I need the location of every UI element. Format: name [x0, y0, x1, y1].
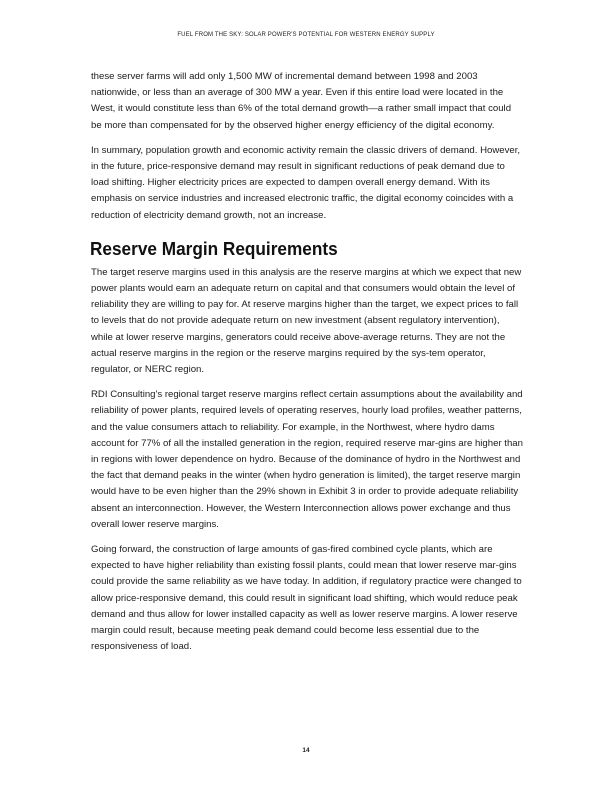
running-header: FUEL FROM THE SKY: SOLAR POWER'S POTENTIAL FOR WESTERN ENERGY SUPPLY	[177, 32, 435, 38]
body-paragraph: In summary, population growth and economic activity remain the classic drivers of demand. However, in the future, price-responsive demand may result in significant reductions of peak demand due to load shifting. Higher electricity prices are expected to dampen overall energy demand. With its emphasis on service industries and increased electronic traffic, the digital economy coincides with a reduction of electricity demand growth, not an increase.	[91, 144, 521, 221]
main-content	[91, 69, 524, 665]
body-paragraph: these server farms will add only 1,500 MW of incremental demand between 1998 and 2003 nationwide, or less than an average of 300 MW a year. Even if this entire load were located in the West, it would constitute less than 6% of the total demand growth—a rather small impact that could be more than compensated for by the observed higher energy efficiency of the digital economy.	[91, 71, 512, 131]
body-paragraph: RDI Consulting's regional target reserve margins reflect certain assumptions about the availability and reliability of power plants, required levels of operating reserves, hourly load profiles, weather patterns, and the value consumers attach to reliability. For example, in the Northwest, where hydro dams account for 77% of all the installed generation in the region, required reserve mar-gins are higher than in regions with lower dependence on hydro. Because of the dominance of hydro in the Northwest and the fact that demand peaks in the winter (when hydro generation is limited), the target reserve margin would have to be even higher than the 29% shown in Exhibit 3 in order to provide adequate reliability absent an interconnection. However, the Western Interconnection allows power exchange and thus overall lower reserve margins.	[91, 389, 523, 530]
body-paragraph: The target reserve margins used in this analysis are the reserve margins at which we expect that new power plants would earn an adequate return on capital and that consumers would obtain the level of reliability they are willing to pay for. At reserve margins higher than the target, we expect prices to fall to levels that do not provide adequate return on new investment (absent regulatory intervention), while at lower reserve margins, generators could receive above-average returns. They are not the actual reserve margins in the region or the reserve margins required by the sys-tem operator, regulator, or NERC region.	[91, 266, 522, 376]
page-number: 14	[302, 747, 310, 754]
body-paragraph: Going forward, the construction of large amounts of gas-fired combined cycle plants, which are expected to have higher reliability than existing fossil plants, could mean that lower reserve mar-gins could provide the same reliability as we have today. In addition, if regulatory practice were changed to allow price-responsive demand, this could result in significant load shifting, which would reduce peak demand and thus allow for lower installed capacity as well as lower reserve margins. A lower reserve margin could result, because meeting peak demand could become less essential due to the responsiveness of load.	[91, 544, 522, 653]
section-heading: Reserve Margin Requirements	[90, 237, 338, 259]
